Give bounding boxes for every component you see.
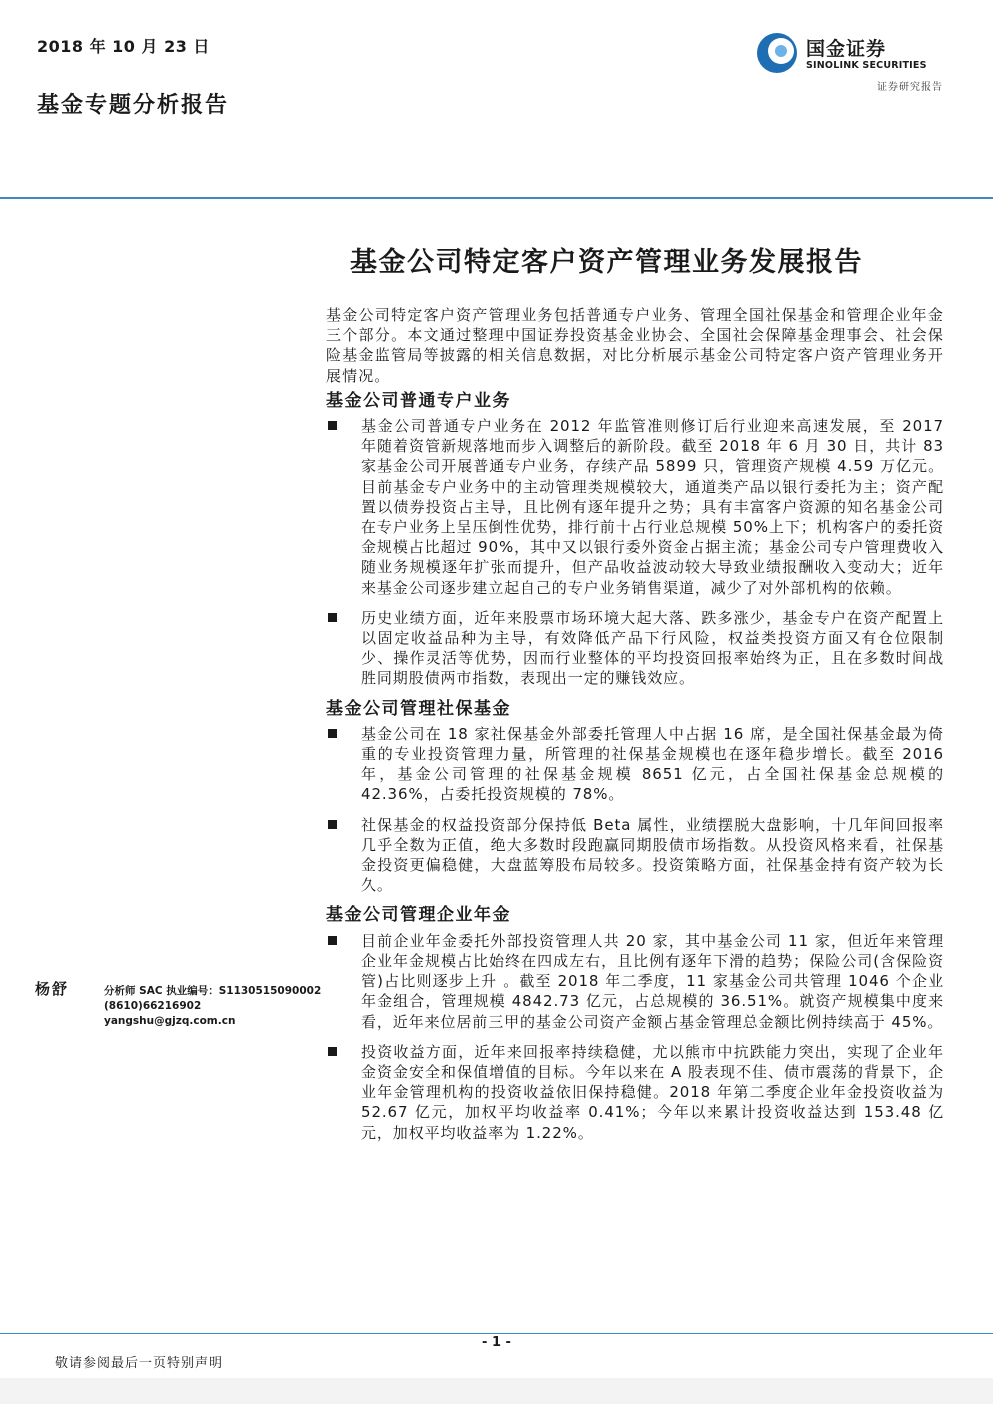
report-type: 基金专题分析报告 xyxy=(37,92,230,118)
analyst-name: 杨舒 xyxy=(35,980,70,998)
section-heading: 基金公司管理企业年金 xyxy=(326,905,511,926)
sinolink-logo-icon xyxy=(754,30,800,76)
section-enterprise-annuity xyxy=(326,905,944,1142)
report-body xyxy=(326,305,944,1153)
analyst-email[interactable]: yangshu@gjzq.com.cn xyxy=(104,1015,236,1027)
square-bullet-icon xyxy=(328,820,337,829)
square-bullet-icon xyxy=(328,1047,337,1056)
footer-divider xyxy=(0,1333,993,1334)
analyst-license: 分析师 SAC 执业编号：S1130515090002 xyxy=(104,985,322,997)
bullet-item xyxy=(326,416,944,598)
page-number: - 1 - xyxy=(482,1335,511,1350)
section-special-accounts xyxy=(326,391,944,689)
report-title: 基金公司特定客户资产管理业务发展报告 xyxy=(350,247,863,278)
bullet-text: 基金公司在 18 家社保基金外部委托管理人中占据 16 席，是全国社保基金最为倚重的专业投资管理力量，所管理的社保基金规模也在逐年稳步增长。截至 2016 年，基金公司管理的社保基金规模 8651 亿元，占全国社保基金总规模的 42.36%，占委托投资规模的 78%。 xyxy=(361,724,944,804)
logo-cn-text: 国金证券 xyxy=(806,38,887,60)
footer-band xyxy=(0,1378,993,1404)
bullet-item xyxy=(326,724,944,805)
analyst-phone: (8610)66216902 xyxy=(104,1000,202,1012)
report-date: 2018 年 10 月 23 日 xyxy=(37,37,210,56)
section-social-security xyxy=(326,699,944,896)
section-heading: 基金公司普通专户业务 xyxy=(326,390,511,411)
disclaimer-note: 敬请参阅最后一页特别声明 xyxy=(55,1356,224,1371)
square-bullet-icon xyxy=(328,421,337,430)
company-logo xyxy=(754,30,954,75)
bullet-item xyxy=(326,1042,944,1143)
intro-paragraph: 基金公司特定客户资产管理业务包括普通专户业务、管理全国社保基金和管理企业年金三个部分。本文通过整理中国证券投资基金业协会、全国社会保障基金理事会、社会保险基金监管局等披露的相关信息数据，对比分析展示基金公司特定客户资产管理业务开展情况。 xyxy=(326,306,944,385)
bullet-item xyxy=(326,815,944,896)
bullet-item xyxy=(326,608,944,689)
bullet-text: 目前企业年金委托外部投资管理人共 20 家，其中基金公司 11 家，但近年来管理企业年金规模占比始终在四成左右，且比例有逐年下滑的趋势；保险公司(含保险资管)占比则逐步上升 。截至 2018 年二季度，11 家基金公司共管理 1046 个企业年金组合，管理规模 4842.73 亿元，占总规模的 36.51%。就资产规模集中度来看，近年来位居前三甲的基金公司资产金额占基金管理总金额比例持续高于 45%。 xyxy=(361,931,944,1031)
bullet-text: 基金公司普通专户业务在 2012 年监管准则修订后行业迎来高速发展，至 2017 年随着资管新规落地而步入调整后的新阶段。截至 2018 年 6 月 30 日，共计 83 家基金公司开展普通专户业务，存续产品 5899 只，管理资产规模 4.59 万亿元。目前基金专户业务中的主动管理类规模较大，通道类产品以银行委托为主；资产配置以债券投资占主导，且比例有逐年提升之势；具有丰富客户资源的知名基金公司在专户业务上呈压倒性优势，排行前十占行业总规模 50%上下；机构客户的委托资金规模占比超过 90%，其中又以银行委外资金占据主流；基金公司专户管理费收入随业务规模逐年扩张而提升，但产品收益波动较大导致业绩报酬收入变动大；近年来基金公司逐步建立起自己的专户业务销售渠道，减少了对外部机构的依赖。 xyxy=(361,417,944,597)
square-bullet-icon xyxy=(328,936,337,945)
logo-en-text: SINOLINK SECURITIES xyxy=(806,60,927,71)
research-tagline: 证券研究报告 xyxy=(877,82,943,93)
section-heading: 基金公司管理社保基金 xyxy=(326,698,511,719)
header-divider xyxy=(0,197,993,199)
square-bullet-icon xyxy=(328,613,337,622)
bullet-item xyxy=(326,931,944,1032)
bullet-text: 社保基金的权益投资部分保持低 Beta 属性，业绩摆脱大盘影响，十几年间回报率几乎全数为正值，绝大多数时段跑赢同期股债市场指数。从投资风格来看，社保基金投资更偏稳健，大盘蓝筹股布局较多。投资策略方面，社保基金持有资产较为长久。 xyxy=(361,815,944,895)
bullet-text: 投资收益方面，近年来回报率持续稳健，尤以熊市中抗跌能力突出，实现了企业年金资金安全和保值增值的目标。今年以来在 A 股表现不佳、债市震荡的背景下，企业年金管理机构的投资收益依旧保持稳健。2018 年第二季度企业年金投资收益为 52.67 亿元，加权平均收益率 0.41%；今年以来累计投资收益达到 153.48 亿元，加权平均收益率为 1.22%。 xyxy=(361,1042,944,1142)
analyst-contact xyxy=(104,984,321,1029)
bullet-text: 历史业绩方面，近年来股票市场环境大起大落、跌多涨少，基金专户在资产配置上以固定收益品种为主导，有效降低产品下行风险，权益类投资方面又有仓位限制少、操作灵活等优势，因而行业整体的平均投资回报率始终为正，且在多数时间战胜同期股债两市指数，表现出一定的赚钱效应。 xyxy=(361,608,944,688)
square-bullet-icon xyxy=(328,729,337,738)
